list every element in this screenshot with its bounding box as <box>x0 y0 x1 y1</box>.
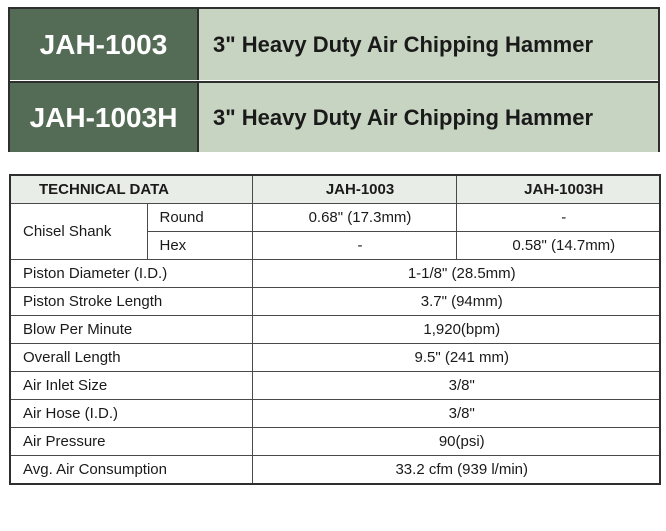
product-row-2 <box>10 81 658 152</box>
product-name: 3" Heavy Duty Air Chipping Hammer <box>199 9 658 80</box>
cell-value: - <box>456 204 660 232</box>
table-row <box>10 400 660 428</box>
table-row <box>10 372 660 400</box>
product-name: 3" Heavy Duty Air Chipping Hammer <box>199 83 658 152</box>
header-model-b: JAH-1003H <box>456 175 660 204</box>
table-row <box>10 288 660 316</box>
table-row <box>10 204 660 232</box>
sub-label-round: Round <box>147 204 252 232</box>
row-label: Avg. Air Consumption <box>10 456 252 485</box>
row-label: Air Hose (I.D.) <box>10 400 252 428</box>
product-row-1 <box>10 9 658 80</box>
table-row <box>10 428 660 456</box>
table-row <box>10 456 660 485</box>
cell-value: 3/8" <box>252 372 660 400</box>
table-header-row <box>10 175 660 204</box>
row-label: Blow Per Minute <box>10 316 252 344</box>
row-label: Piston Stroke Length <box>10 288 252 316</box>
table-row <box>10 260 660 288</box>
header-model-a: JAH-1003 <box>252 175 456 204</box>
row-label-chisel-shank: Chisel Shank <box>10 204 147 260</box>
cell-value: 90(psi) <box>252 428 660 456</box>
cell-value: 0.68" (17.3mm) <box>252 204 456 232</box>
product-header <box>8 7 660 152</box>
cell-value: 1,920(bpm) <box>252 316 660 344</box>
cell-value: 1-1/8" (28.5mm) <box>252 260 660 288</box>
cell-value: 3/8" <box>252 400 660 428</box>
sub-label-hex: Hex <box>147 232 252 260</box>
table-row <box>10 344 660 372</box>
model-code: JAH-1003H <box>10 83 199 152</box>
row-label: Air Inlet Size <box>10 372 252 400</box>
row-label: Overall Length <box>10 344 252 372</box>
model-code: JAH-1003 <box>10 9 199 80</box>
cell-value: 33.2 cfm (939 l/min) <box>252 456 660 485</box>
cell-value: 3.7" (94mm) <box>252 288 660 316</box>
cell-value: 9.5" (241 mm) <box>252 344 660 372</box>
cell-value: - <box>252 232 456 260</box>
row-label: Air Pressure <box>10 428 252 456</box>
technical-data-table <box>9 174 661 485</box>
table-row <box>10 316 660 344</box>
header-technical-data: TECHNICAL DATA <box>10 175 252 204</box>
cell-value: 0.58" (14.7mm) <box>456 232 660 260</box>
row-label: Piston Diameter (I.D.) <box>10 260 252 288</box>
